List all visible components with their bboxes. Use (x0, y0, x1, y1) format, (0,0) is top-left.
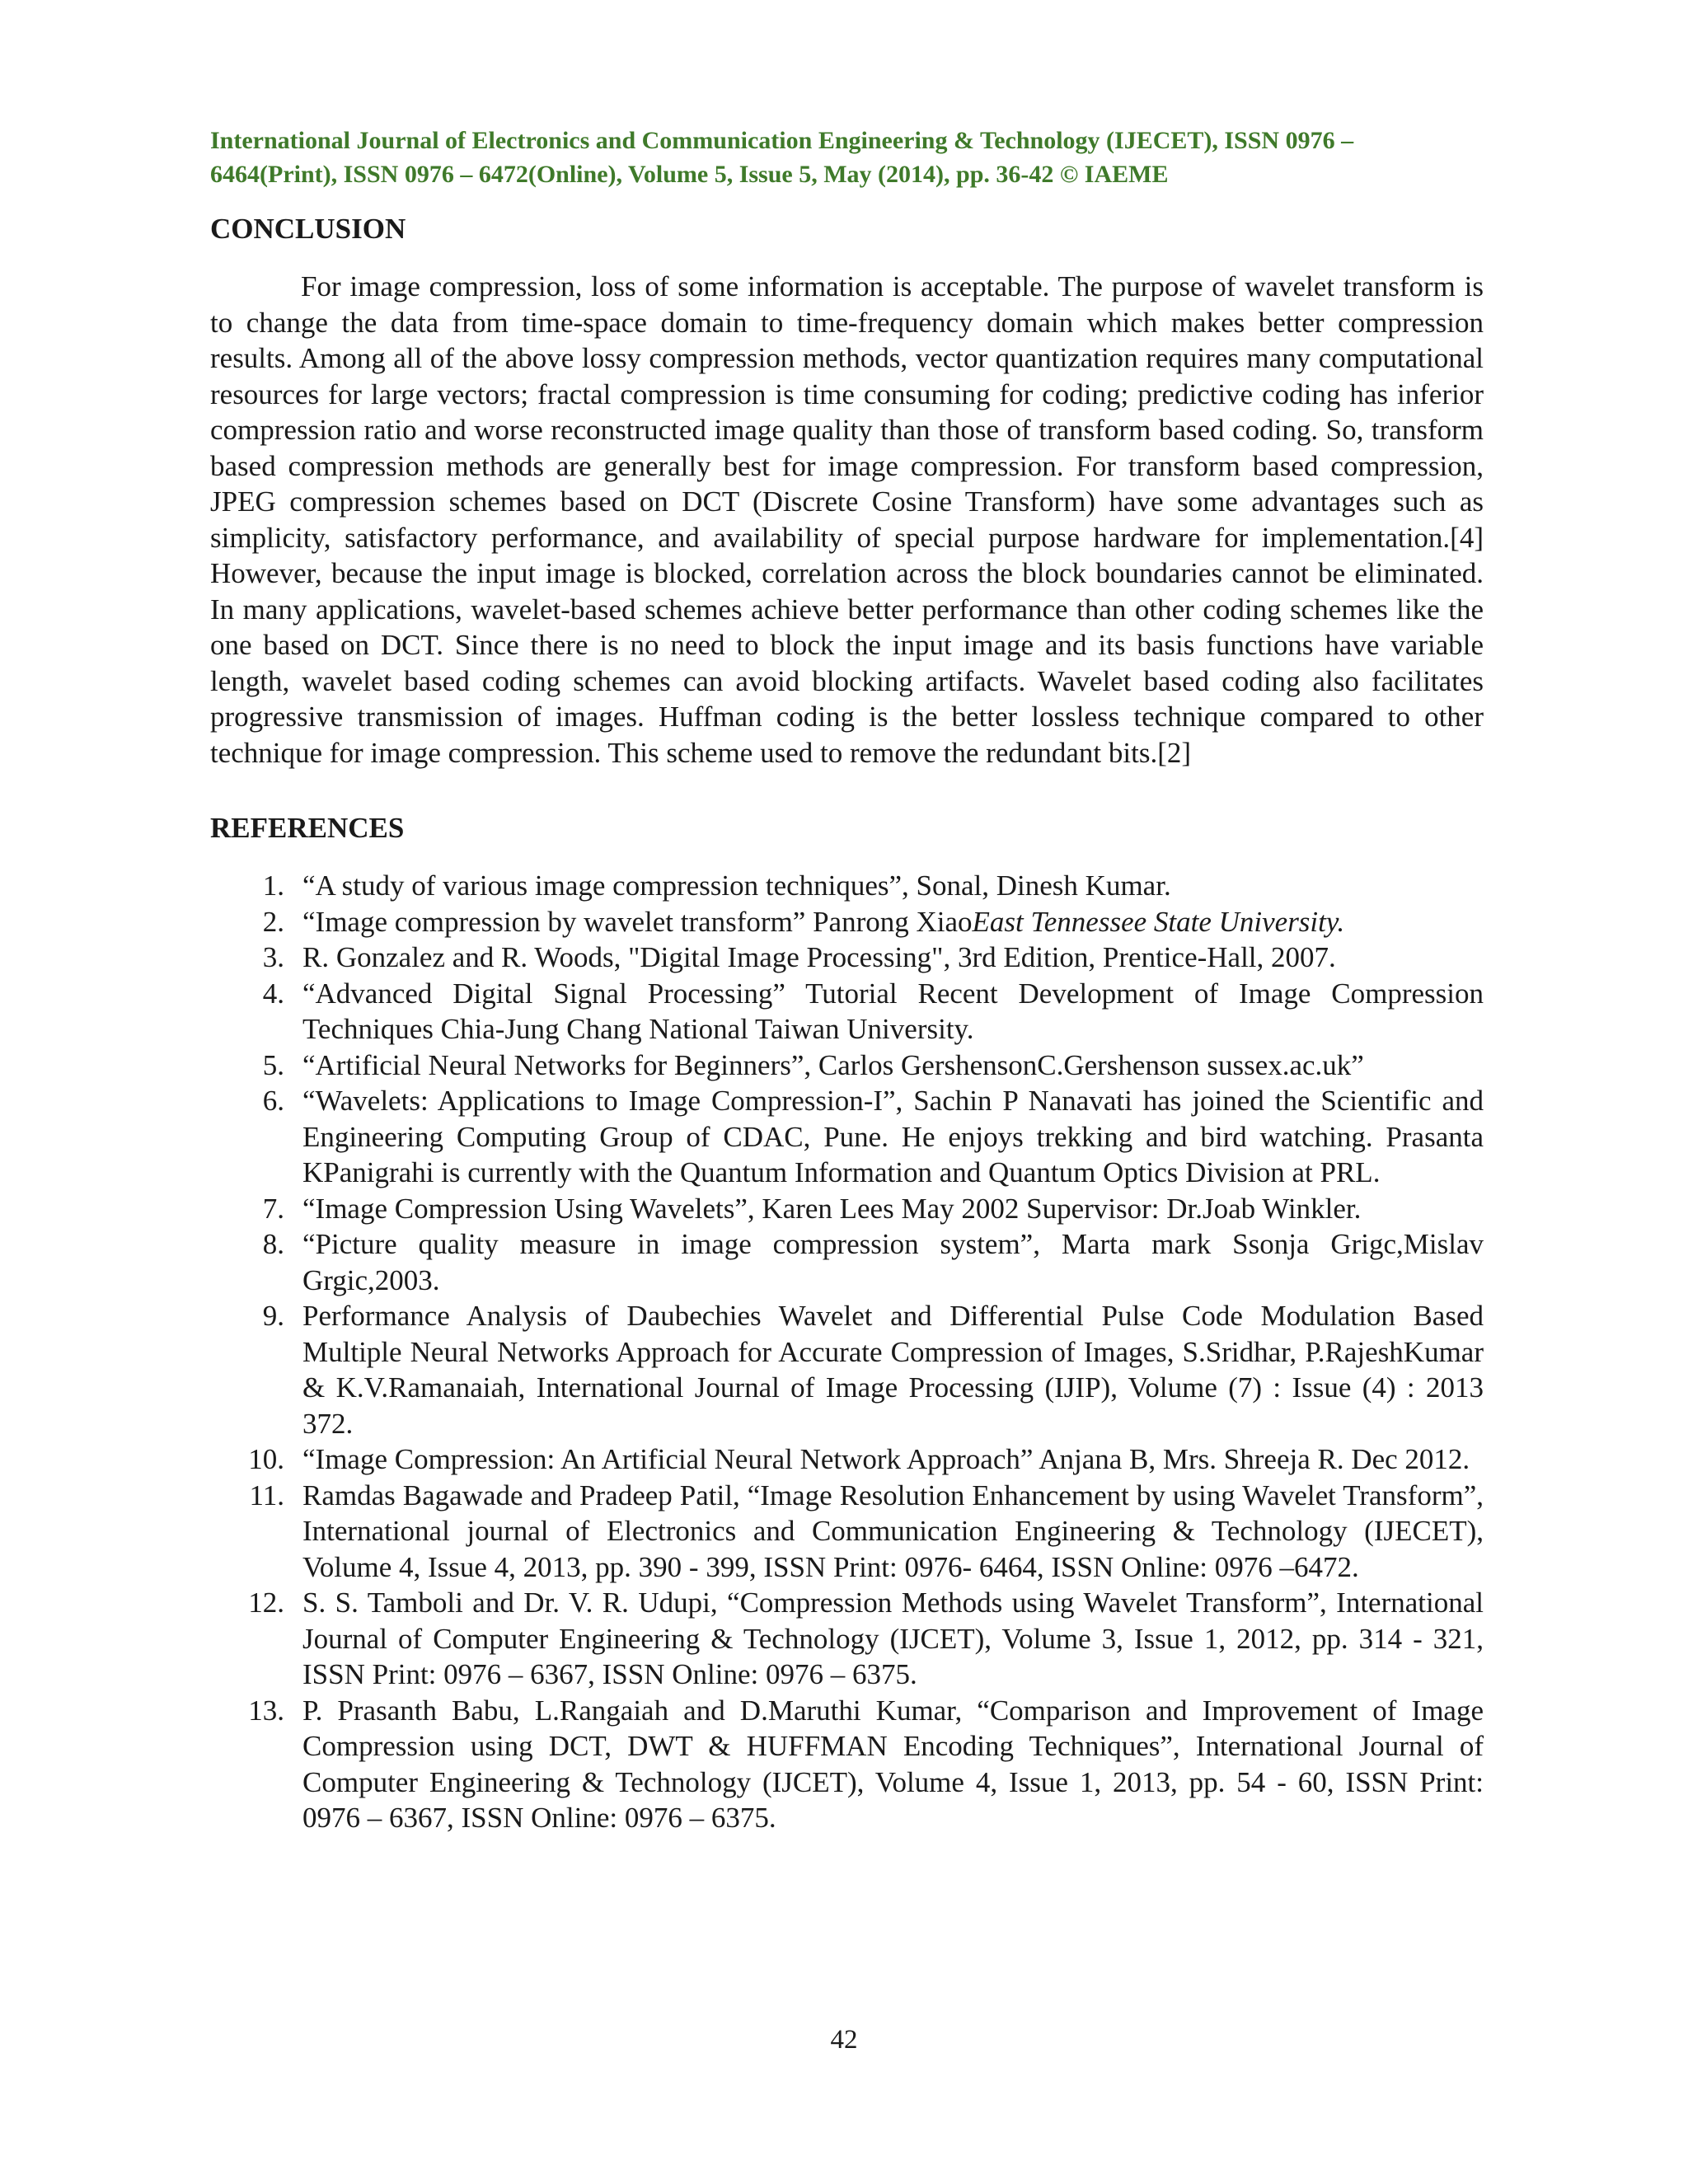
reference-item-12 (210, 1585, 1484, 1693)
references-heading: REFERENCES (210, 812, 405, 844)
reference-text: “Image compression by wavelet transform” Panrong Xiao (302, 905, 973, 938)
reference-text: “A study of various image compression techniques”, Sonal, Dinesh Kumar. (302, 869, 1171, 902)
reference-item-5 (210, 1047, 1484, 1084)
reference-item-1 (210, 868, 1484, 904)
reference-number: 11. (249, 1479, 284, 1511)
reference-item-11 (210, 1478, 1484, 1586)
conclusion-heading: CONCLUSION (210, 213, 406, 245)
reference-number: 5. (262, 1048, 284, 1081)
reference-text: “Advanced Digital Signal Processing” Tutorial Recent Development of Image Compression Techniques Chia-Jung Chang National Taiwan University. (302, 977, 1484, 1045)
reference-item-6 (210, 1083, 1484, 1191)
reference-list (210, 868, 1484, 1836)
reference-number: 12. (248, 1586, 284, 1619)
page-body (210, 124, 1484, 1836)
reference-item-10 (210, 1441, 1484, 1478)
reference-text: R. Gonzalez and R. Woods, "Digital Image Processing", 3rd Edition, Prentice-Hall, 2007. (302, 941, 1336, 973)
reference-item-7 (210, 1191, 1484, 1227)
conclusion-paragraph: For image compression, loss of some information is acceptable. The purpose of wavelet transform is to change the data from time-space domain to time-frequency domain which makes better compression results. Among all of the above lossy compression methods, vector quantization requires many computational resources for large vectors; fractal compression is time consuming for coding; predictive coding has inferior compression ratio and worse reconstructed image quality than those of transform based coding. So, transform based compression methods are generally best for image compression. For transform based compression, JPEG compression schemes based on DCT (Discrete Cosine Transform) have some advantages such as simplicity, satisfactory performance, and availability of special purpose hardware for implementation.[4] However, because the input image is blocked, correlation across the block boundaries cannot be eliminated. In many applications, wavelet-based schemes achieve better performance than other coding schemes like the one based on DCT. Since there is no need to block the input image and its basis functions have variable length, wavelet based coding schemes can avoid blocking artifacts. Wavelet based coding also facilitates progressive transmission of images. Huffman coding is the better lossless technique compared to other technique for image compression. This scheme used to remove the redundant bits.[2] (210, 270, 1484, 769)
reference-item-8 (210, 1226, 1484, 1298)
reference-number: 1. (262, 869, 284, 902)
journal-header-line-1: International Journal of Electronics and Communication Engineering & Technology (IJECET), ISSN 0976 – (210, 127, 1354, 154)
reference-text: “Artificial Neural Networks for Beginners”, Carlos GershensonC.Gershenson sussex.ac.uk” (302, 1048, 1364, 1081)
reference-number: 3. (262, 941, 284, 973)
reference-text-italic: East Tennessee State University. (972, 905, 1345, 938)
reference-text: P. Prasanth Babu, L.Rangaiah and D.Maruthi Kumar, “Comparison and Improvement of Image Compression using DCT, DWT & HUFFMAN Encoding Techniques”, International Journal of Computer Engineering & Technology (IJCET), Volume 4, Issue 1, 2013, pp. 54 - 60, ISSN Print: 0976 – 6367, ISSN Online: 0976 – 6375. (302, 1694, 1484, 1834)
reference-text: S. S. Tamboli and Dr. V. R. Udupi, “Compression Methods using Wavelet Transform”, International Journal of Computer Engineering & Technology (IJCET), Volume 3, Issue 1, 2012, pp. 314 - 321, ISSN Print: 0976 – 6367, ISSN Online: 0976 – 6375. (302, 1586, 1484, 1690)
reference-text: “Image Compression: An Artificial Neural Network Approach” Anjana B, Mrs. Shreeja R. Dec 2012. (302, 1443, 1470, 1475)
reference-item-9 (210, 1298, 1484, 1441)
reference-number: 2. (262, 905, 284, 938)
reference-item-2 (210, 904, 1484, 940)
reference-text: Ramdas Bagawade and Pradeep Patil, “Image Resolution Enhancement by using Wavelet Transform”, International journal of Electronics and Communication Engineering & Technology (IJECET), Volume 4, Issue 4, 2013, pp. 390 - 399, ISSN Print: 0976- 6464, ISSN Online: 0976 –6472. (302, 1479, 1484, 1583)
reference-number: 13. (248, 1694, 284, 1727)
reference-text: “Picture quality measure in image compression system”, Marta mark Ssonja Grigc,Mislav Grgic,2003. (302, 1228, 1484, 1296)
reference-number: 9. (262, 1300, 284, 1332)
reference-number: 8. (262, 1228, 284, 1260)
journal-header (210, 124, 1484, 191)
reference-text: “Wavelets: Applications to Image Compression-I”, Sachin P Nanavati has joined the Scientific and Engineering Computing Group of CDAC, Pune. He enjoys trekking and bird watching. Prasanta KPanigrahi is currently with the Quantum Information and Quantum Optics Division at PRL. (302, 1085, 1484, 1188)
reference-item-3 (210, 940, 1484, 976)
page-number: 42 (830, 2025, 858, 2055)
reference-item-4 (210, 976, 1484, 1047)
reference-text: “Image Compression Using Wavelets”, Karen Lees May 2002 Supervisor: Dr.Joab Winkler. (302, 1192, 1362, 1225)
journal-header-line-2: 6464(Print), ISSN 0976 – 6472(Online), Volume 5, Issue 5, May (2014), pp. 36-42 © IAEME (210, 161, 1169, 188)
reference-number: 6. (262, 1085, 284, 1117)
reference-number: 7. (262, 1192, 284, 1225)
reference-number: 10. (248, 1443, 284, 1475)
reference-number: 4. (262, 977, 284, 1010)
reference-item-13 (210, 1693, 1484, 1836)
reference-text: Performance Analysis of Daubechies Wavelet and Differential Pulse Code Modulation Based Multiple Neural Networks Approach for Accurate Compression of Images, S.Sridhar, P.RajeshKumar & K.V.Ramanaiah, International Journal of Image Processing (IJIP), Volume (7) : Issue (4) : 2013 372. (302, 1300, 1484, 1440)
